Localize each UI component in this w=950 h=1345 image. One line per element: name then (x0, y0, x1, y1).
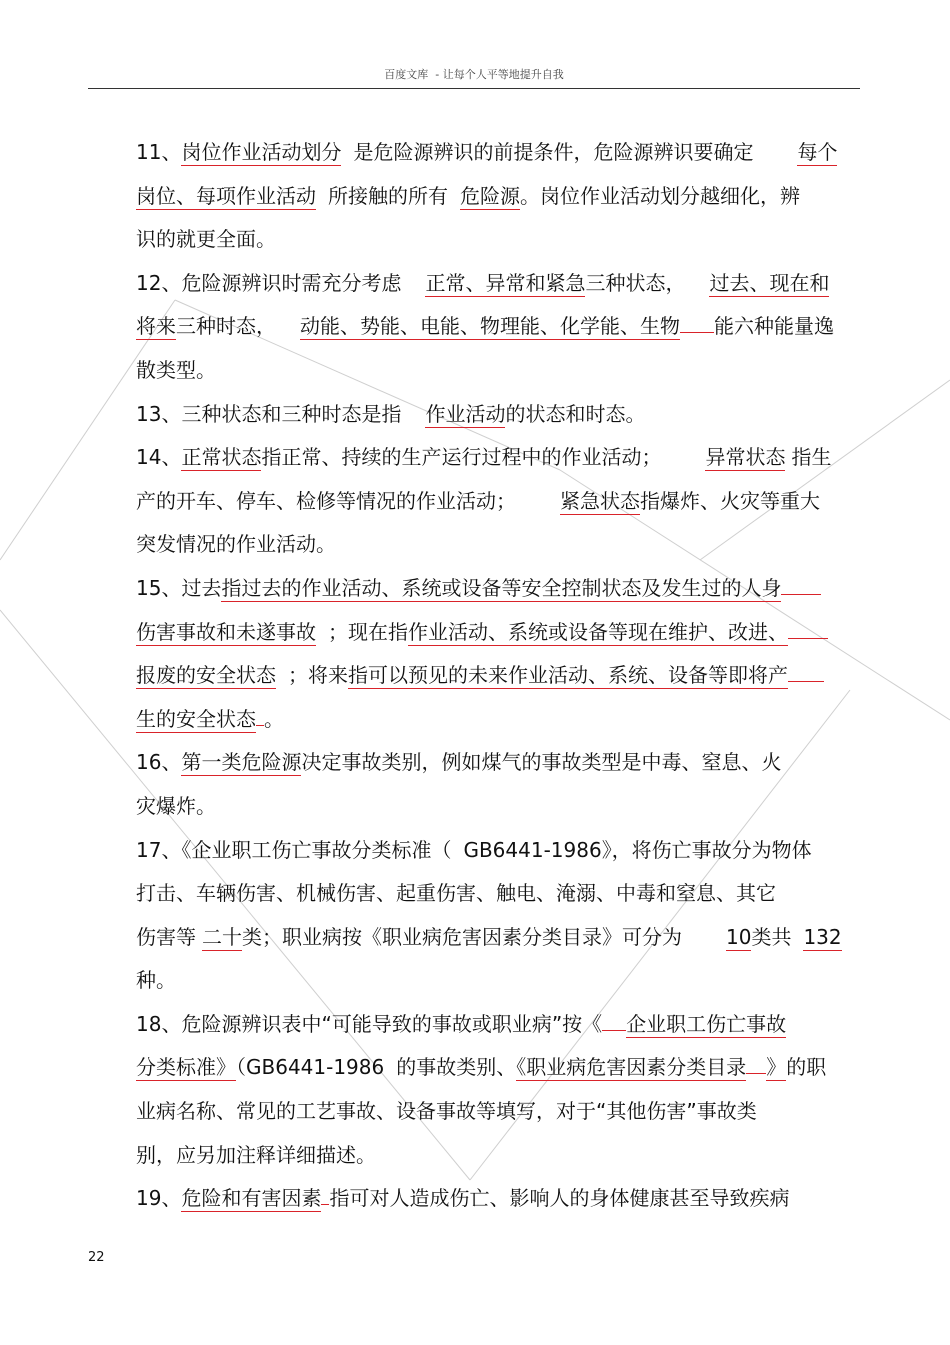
q17-number: 17、 (136, 837, 182, 862)
q15-line-1 (136, 567, 860, 611)
q17-text-7: 种。 (136, 968, 176, 993)
q13-text-1: 三种状态和三种时态是指 (181, 401, 402, 426)
q17-line-4 (136, 959, 860, 1003)
q15-text-4: 。 (264, 706, 284, 731)
q15-blank-2b: 报废的安全状态 (136, 663, 276, 688)
q16-text-1: 决定事故类别，例如煤气的事故类型是中毒、窒息、火 (301, 750, 782, 775)
q19-line-1 (136, 1177, 860, 1221)
q17-text-1: 《企业职工伤亡事故分类标准（ (181, 837, 452, 862)
q12-text-2: 三种状态， (585, 270, 686, 295)
q15-text-1: 过去 (181, 575, 222, 600)
q19-number: 19、 (136, 1186, 182, 1211)
q17-line-3 (136, 916, 860, 960)
q14-blank-2: 异常状态 (705, 445, 786, 470)
q19-text-1: 指可对人造成伤亡、影响人的身体健康甚至导致疾病 (329, 1186, 790, 1211)
q11-blank-2b: 岗位、每项作业活动 (136, 183, 316, 208)
q14-line-3 (136, 523, 860, 567)
q14-text-2: 指生 (791, 445, 832, 470)
document-body (136, 131, 860, 1221)
q11-number: 11、 (136, 140, 182, 164)
q17-text-6: 类共 (751, 924, 792, 949)
q14-text-4: 指爆炸、火灾等重大 (640, 488, 820, 513)
q17-text-3: 打击、车辆伤害、机械伤害、起重伤害、触电、淹溺、中毒和窒息、其它 (136, 881, 776, 906)
q14-blank-1: 正常状态 (181, 445, 262, 470)
q14-line-2 (136, 480, 860, 524)
q15-blank-1b: 伤害事故和未遂事故 (136, 619, 316, 644)
q11-text-1: 是危险源辨识的前提条件，危险源辨识要确定 (353, 140, 754, 164)
header-text: 百度文库 - 让每个人平等地提升自我 (384, 68, 564, 81)
q13-line-1 (136, 393, 860, 437)
q12-text-3: 三种时态， (176, 314, 276, 339)
q17-text-5: 类；职业病按《职业病危害因素分类目录》可分为 (242, 924, 682, 949)
q15-number: 15、 (136, 575, 182, 600)
q13-blank-1: 作业活动 (425, 401, 506, 426)
q17-line-2 (136, 872, 860, 916)
q15-blank-2a: 作业活动、系统或设备等现在维护、改进、 (408, 619, 788, 644)
q15-blank-3b: 生的安全状态 (136, 706, 256, 731)
q11-text-3: 。岗位作业活动划分越细化，辨 (520, 183, 800, 208)
q12-text-4: 能六种能量逸 (714, 314, 834, 339)
q11-line-3 (136, 218, 860, 262)
q17-blank-2: 10 (726, 924, 752, 949)
q12-line-2 (136, 305, 860, 349)
q18-blank-2: 《职业病危害因素分类目录 (516, 1055, 747, 1080)
q14-text-5: 突发情况的作业活动。 (136, 532, 336, 557)
q17-blank-3: 132 (803, 924, 842, 949)
q16-line-2 (136, 785, 860, 829)
q11-text-4: 识的就更全面。 (136, 227, 276, 252)
q11-line-1 (136, 131, 860, 175)
q18-blank-1b: 分类标准》 (136, 1055, 236, 1080)
q19-blank-1: 危险和有害因素 (181, 1186, 322, 1211)
q11-line-2 (136, 175, 860, 219)
q16-line-1 (136, 741, 860, 785)
q12-line-3 (136, 349, 860, 393)
q17-code: GB6441-1986 (463, 837, 602, 862)
q15-blank-3a: 指可以预见的未来作业活动、系统、设备等即将产 (348, 663, 788, 688)
q15-text-3: ；将来 (288, 663, 348, 688)
q18-line-1 (136, 1003, 860, 1047)
q17-blank-1: 二十 (202, 924, 242, 949)
q15-line-2 (136, 611, 860, 655)
q16-text-2: 灾爆炸。 (136, 793, 216, 818)
q11-blank-2a: 每个 (797, 140, 838, 164)
q15-line-3 (136, 654, 860, 698)
q17-line-1 (136, 829, 860, 873)
q11-blank-1: 岗位作业活动划分 (181, 140, 342, 164)
q18-blank-2-end: 》 (766, 1055, 787, 1080)
q12-line-1 (136, 262, 860, 306)
q18-line-2 (136, 1046, 860, 1090)
q11-blank-3: 危险源 (460, 183, 520, 208)
q18-line-3 (136, 1090, 860, 1134)
q15-line-4 (136, 698, 860, 742)
q17-text-4: 伤害等 (136, 924, 196, 949)
q16-number: 16、 (136, 750, 182, 775)
q18-number: 18、 (136, 1011, 182, 1036)
q18-text-6: 别，应另加注释详细描述。 (136, 1142, 376, 1167)
q14-text-3: 产的开车、停车、检修等情况的作业活动； (136, 488, 516, 513)
q15-blank-1a: 指过去的作业活动、系统或设备等安全控制状态及发生过的人身 (221, 575, 782, 600)
q16-blank-1: 第一类危险源 (181, 750, 302, 775)
q13-number: 13、 (136, 401, 182, 426)
q17-text-2: 》，将伤亡事故分为物体 (601, 837, 812, 862)
q14-line-1 (136, 436, 860, 480)
q14-number: 14、 (136, 445, 182, 470)
q12-blank-3: 动能、势能、电能、物理能、化学能、生物 (300, 314, 680, 339)
q12-blank-2a: 过去、现在和 (709, 270, 830, 295)
q18-text-1: 危险源辨识表中“可能导致的事故或职业病”按《 (181, 1011, 603, 1036)
q18-text-2: （GB6441-1986 (236, 1055, 385, 1080)
q12-text-5: 散类型。 (136, 357, 216, 382)
q12-blank-2b: 将来 (136, 314, 176, 339)
q18-line-4 (136, 1134, 860, 1178)
q12-number: 12、 (136, 270, 182, 295)
page-number: 22 (88, 1250, 105, 1265)
q14-blank-3: 紧急状态 (560, 488, 640, 513)
q18-text-5: 业病名称、常见的工艺事故、设备事故等填写，对于“其他伤害”事故类 (136, 1099, 757, 1124)
q18-blank-1a: 企业职工伤亡事故 (626, 1011, 787, 1036)
q11-text-2: 所接触的所有 (328, 183, 448, 208)
q18-text-4: 的职 (786, 1055, 827, 1080)
q15-text-2: ；现在指 (328, 619, 408, 644)
q13-text-2: 的状态和时态。 (505, 401, 646, 426)
q12-text-1: 危险源辨识时需充分考虑 (181, 270, 402, 295)
q14-text-1: 指正常、持续的生产运行过程中的作业活动； (261, 445, 662, 470)
q12-blank-1: 正常、异常和紧急 (425, 270, 586, 295)
q18-text-3: 的事故类别、 (396, 1055, 517, 1080)
